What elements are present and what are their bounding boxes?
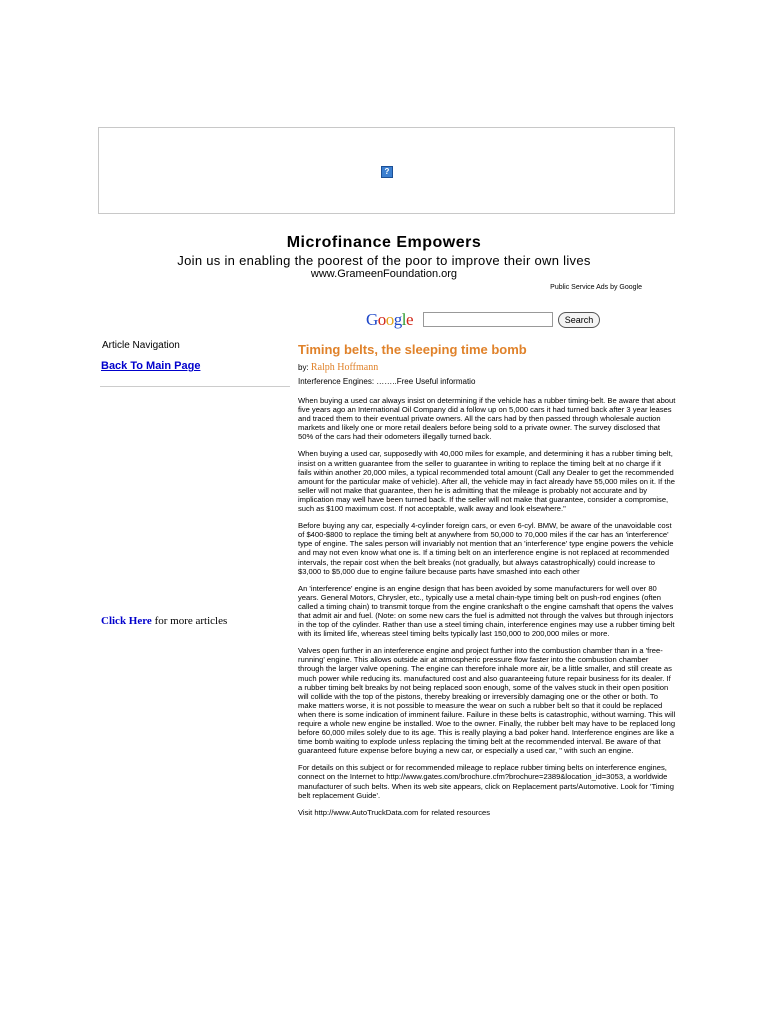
article-paragraph: For details on this subject or for recommended mileage to replace rubber timing belts on interference engines, connect on the Internet to http://www.gates.com/brochure.cfm?brochure=2389&location_id=3053, a worldwide manufacturer of such belts. When its web site appears, click on Replacement parts/Automotive. Look for 'Timing belt replacement Guide'.: [298, 763, 674, 800]
article-body: [298, 396, 676, 825]
article-paragraph: When buying a used car always insist on determining if the vehicle has a rubber timing-belt. Be aware that about five years ago an International Oil Company did a follow up on 5,000 cars it had turned back after 3 year leases and traced them to their eventual private owners. All the cars had by then passed through wholesale auction markets and likely one or more retail dealers before being sold to a private owner. The survey disclosed that 50% of the cars had their odometers illegally turned back.: [298, 396, 676, 442]
byline: [298, 362, 378, 373]
author-name: Ralph Hoffmann: [310, 362, 379, 373]
ad-title[interactable]: Microfinance Empowers: [286, 234, 482, 251]
article-paragraph: An 'interference' engine is an engine design that has been avoided by some manufacturers for well over 80 years. General Motors, Chrysler, etc., typically use a metal chain-type timing belt on push-rod engines (often called a timing chain) to transmit torque from the engine crankshaft o the engine camshaft that opens the valves that admit air and fuel. (Note: on some new cars the fuel is admitted not through the valves but through injectors in the top of the cylinder. Rather than use a steel timing chain, interference engines may use a rubber timing belt with its limited life, whereas steel timing belts typically last 150,000 to 200,000 miles or more.: [298, 583, 675, 639]
article-title: Timing belts, the sleeping time bomb: [298, 342, 527, 357]
article-navigation-label: Article Navigation: [102, 340, 180, 351]
broken-image-icon[interactable]: ?: [381, 166, 393, 178]
article-paragraph: When buying a used car, supposedly with 40,000 miles for example, and determining it has a rubber timing belt, insist on a written guarantee from the seller to guarantee in writing to replace the timing belt at no charge if it fails within another 20,000 miles, a typical recommended total amount (Call any Dealer to get the recommended amount for the particular make of vehicle). After all, the vehicle may in fact already have 55,000 miles on it. If the seller will not make that guarantee, then he is admitting that the mileage is probably not accurate and by implication may well have been turned back. If the seller will not make that guarantee, consider a compromise, such as $100 maximum cost. If not acceptable, walk away and look elsewhere.": [298, 449, 675, 514]
search-input[interactable]: [423, 312, 553, 327]
ad-url-link[interactable]: www.GrameenFoundation.org: [310, 268, 458, 280]
more-articles: [101, 615, 227, 627]
more-articles-text: for more articles: [151, 615, 228, 627]
ad-subtitle: Join us in enabling the poorest of the poor to improve their own lives: [177, 253, 591, 268]
google-logo: Google: [366, 310, 414, 329]
divider: [100, 386, 290, 387]
back-to-main-link[interactable]: Back To Main Page: [101, 360, 201, 372]
click-here-link[interactable]: Click Here: [101, 615, 152, 627]
byline-label: by:: [298, 363, 311, 372]
article-intro: Interference Engines: ……..Free Useful informatio: [298, 377, 476, 386]
article-paragraph: Before buying any car, especially 4-cylinder foreign cars, or even 6-cyl. BMW, be aware of the unavoidable cost of $400-$800 to replace the timing belt at anywhere from 50,000 to 70,000 miles if the car has an 'interference' type of engine. The sales person will invariably not mention that an 'interference' type engine powers the vehicle and may not even know what one is. If a timing belt on an interference engine is not replaced at recommended intervals, the repair cost when the belt breaks (not gradually, but always catastrophically) could increase to $3,000 to $5,000 due to engine failure because parts have smashed into each other: [298, 521, 674, 576]
article-paragraph: Valves open further in an interference engine and project further into the combustion chamber than in a 'free-running' engine. This allows outside air at atmospheric pressure flow faster into the combustion chamber through the larger valve opening. The engine can therefore inhale more air, be a little smaller, and still create as much power while reducing its. manufactured cost and also guaranteeing future repair business for its dealer. If a rubber timing belt breaks by not being replaced soon enough, some of the valves stuck in their open position will collide with the top of the pistons, thereby breaking or irreversibly damaging one or the other or both. To make matters worse, it is not possible to measure the wear on such a rubber belt so that it could be replaced when there is some indication of imminent failure. Failure in these belts is catastrophic, without warning. This will require a whole new engine be installed. Woe to the owner. Finally, the rubber belt may have to be replaced long before 60,000 miles solely due to its age. This is really playing a bad poker hand. Interference engines are like a time bomb waiting to explode unless replacing the timing belt at the recommended interval. Be aware of that guaranteed future expense before buying a new car, or especially a used car, " with such an engine.: [298, 646, 676, 756]
search-button[interactable]: Search: [558, 312, 600, 328]
ads-by-google-link[interactable]: Public Service Ads by Google: [550, 284, 642, 291]
article-paragraph: Visit http://www.AutoTruckData.com for related resources: [298, 807, 491, 817]
